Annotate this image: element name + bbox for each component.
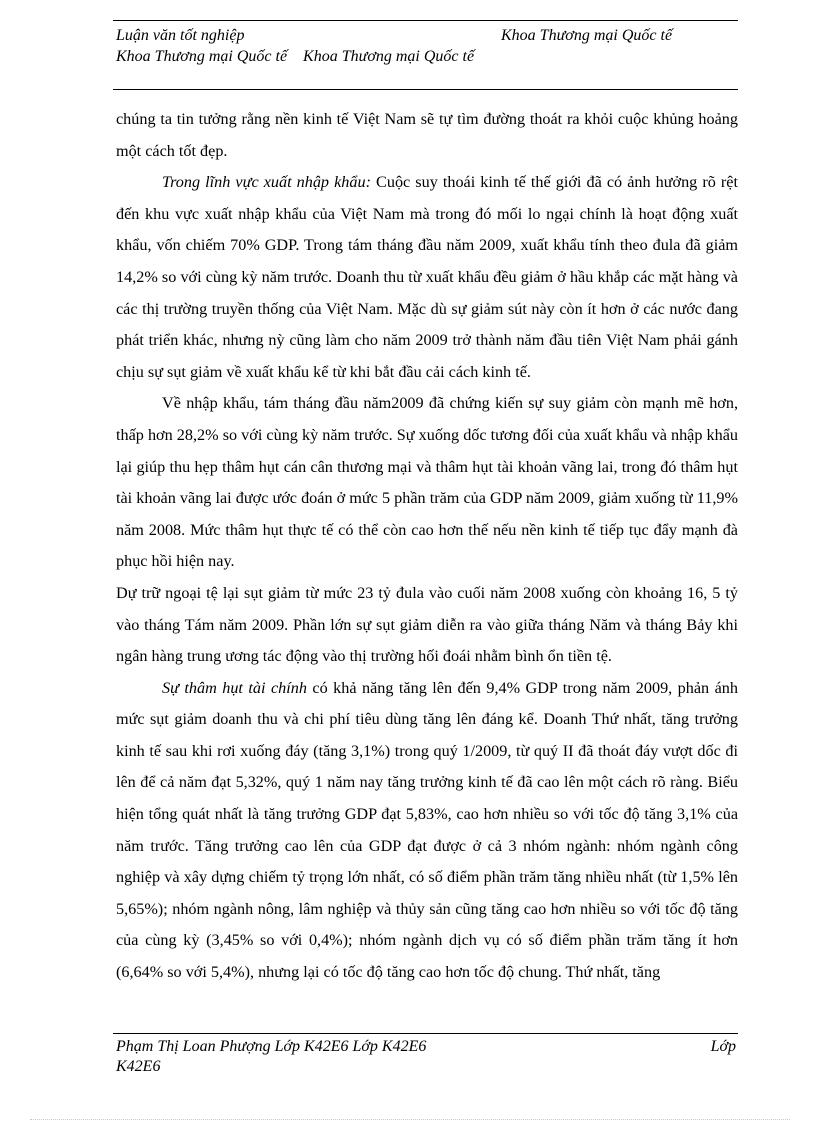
footer-row-1 <box>116 1037 738 1057</box>
header-top-rule <box>113 20 738 21</box>
paragraph-5 <box>116 673 738 989</box>
footer-class-code: K42E6 <box>116 1058 161 1075</box>
header-row-2 <box>113 46 738 67</box>
paragraph-2-text: Cuộc suy thoái kinh tế thế giới đã có ảnh hưởng rõ rệt đến khu vực xuất nhập khẩu của Việt Nam mà trong đó mối lo ngại chính là hoạt động xuất khẩu, vốn chiếm 70% GDP. Trong tám tháng đầu năm 2009, xuất khẩu tính theo đula đã giảm 14,2% so với cùng kỳ năm trước. Doanh thu từ xuất khẩu đều giảm ở hầu khắp các mặt hàng và các thị trường truyền thống của Việt Nam. Mặc dù sự giảm sút này còn ít hơn ở các nước đang phát triển khác, nhưng nỳ cũng làm cho năm 2009 trở thành năm đầu tiên Việt Nam phải gánh chịu sự sụt giảm về xuất khẩu kể từ khi bắt đầu cải cách kinh tế. <box>116 173 738 381</box>
footer-class-label: Lớp <box>710 1038 736 1055</box>
header-row-1 <box>113 25 738 46</box>
footer-rule <box>113 1033 738 1034</box>
header-faculty-label: Khoa Thương mại Quốc tế <box>501 27 673 44</box>
paragraph-5-lead: Sự thâm hụt tài chính <box>162 678 307 697</box>
page-header <box>113 25 738 67</box>
page-bottom-border <box>30 1119 790 1120</box>
header-thesis-label: Luận văn tốt nghiệp <box>116 27 245 44</box>
page-footer <box>116 1037 738 1077</box>
document-body <box>116 104 738 989</box>
paragraph-5-text: có khả năng tăng lên đến 9,4% GDP trong năm 2009, phản ánh mức sụt giảm doanh thu và chi phí tiêu dùng tăng lên đáng kể. Doanh Thứ nhất, tăng trưởng kinh tế sau khi rơi xuống đáy (tăng 3,1%) trong quý 1/2009, từ quý II đã thoát đáy vượt dốc đi lên để cả năm đạt 5,32%, quý 1 năm nay tăng trưởng kinh tế đã cao lên một cách rõ ràng. Biểu hiện tổng quát nhất là tăng trưởng GDP đạt 5,83%, cao hơn nhiều so với tốc độ tăng 3,1% của năm trước. Tăng trưởng cao lên của GDP đạt được ở cả 3 nhóm ngành: nhóm ngành công nghiệp và xây dựng chiếm tỷ trọng lớn nhất, có số điểm phần trăm tăng nhiều nhất (từ 1,5% lên 5,65%); nhóm ngành nông, lâm nghiệp và thủy sản cũng tăng cao hơn nhiều so với tốc độ tăng của cùng kỳ (3,45% so với 0,4%); nhóm ngành dịch vụ có số điểm phần trăm tăng ít hơn (6,64% so với 5,4%), nhưng lại có tốc độ tăng cao hơn tốc độ chung. Thứ nhất, tăng <box>116 678 738 982</box>
header-bottom-rule <box>113 89 738 90</box>
paragraph-4: Dự trữ ngoại tệ lại sụt giảm từ mức 23 tỷ đula vào cuối năm 2008 xuống còn khoảng 16, 5 tỷ vào tháng Tám năm 2009. Phần lớn sự sụt giảm diễn ra vào giữa tháng Năm và tháng Bảy khi ngân hàng trung ương tác động vào thị trường hối đoái nhằm bình ổn tiền tệ. <box>116 583 738 666</box>
paragraph-2 <box>116 167 738 388</box>
paragraph-1: chúng ta tin tưởng rằng nền kinh tế Việt Nam sẽ tự tìm đường thoát ra khỏi cuộc khủng hoảng một cách tốt đẹp. <box>116 110 738 160</box>
footer-author: Phạm Thị Loan Phượng Lớp K42E6 Lớp K42E6 <box>116 1038 427 1055</box>
paragraph-3: Về nhập khẩu, tám tháng đầu năm2009 đã chứng kiến sự suy giảm còn mạnh mẽ hơn, thấp hơn 28,2% so với cùng kỳ năm trước. Sự xuống dốc tương đối của xuất khẩu và nhập khẩu lại giúp thu hẹp thâm hụt cán cân thương mại và thâm hụt tài khoản vãng lai, trong đó thâm hụt tài khoản vãng lai được ước đoán ở mức 5 phần trăm của GDP năm 2009, giảm xuống từ 11,9% năm 2008. Mức thâm hụt thực tế có thể còn cao hơn thế nếu nền kinh tế tiếp tục đẩy mạnh đà phục hồi hiện nay. <box>116 394 738 571</box>
header-faculty-repeat: Khoa Thương mại Quốc tế Khoa Thương mại Quốc tế <box>116 48 475 65</box>
paragraph-2-lead: Trong lĩnh vực xuất nhập khẩu: <box>162 173 371 192</box>
